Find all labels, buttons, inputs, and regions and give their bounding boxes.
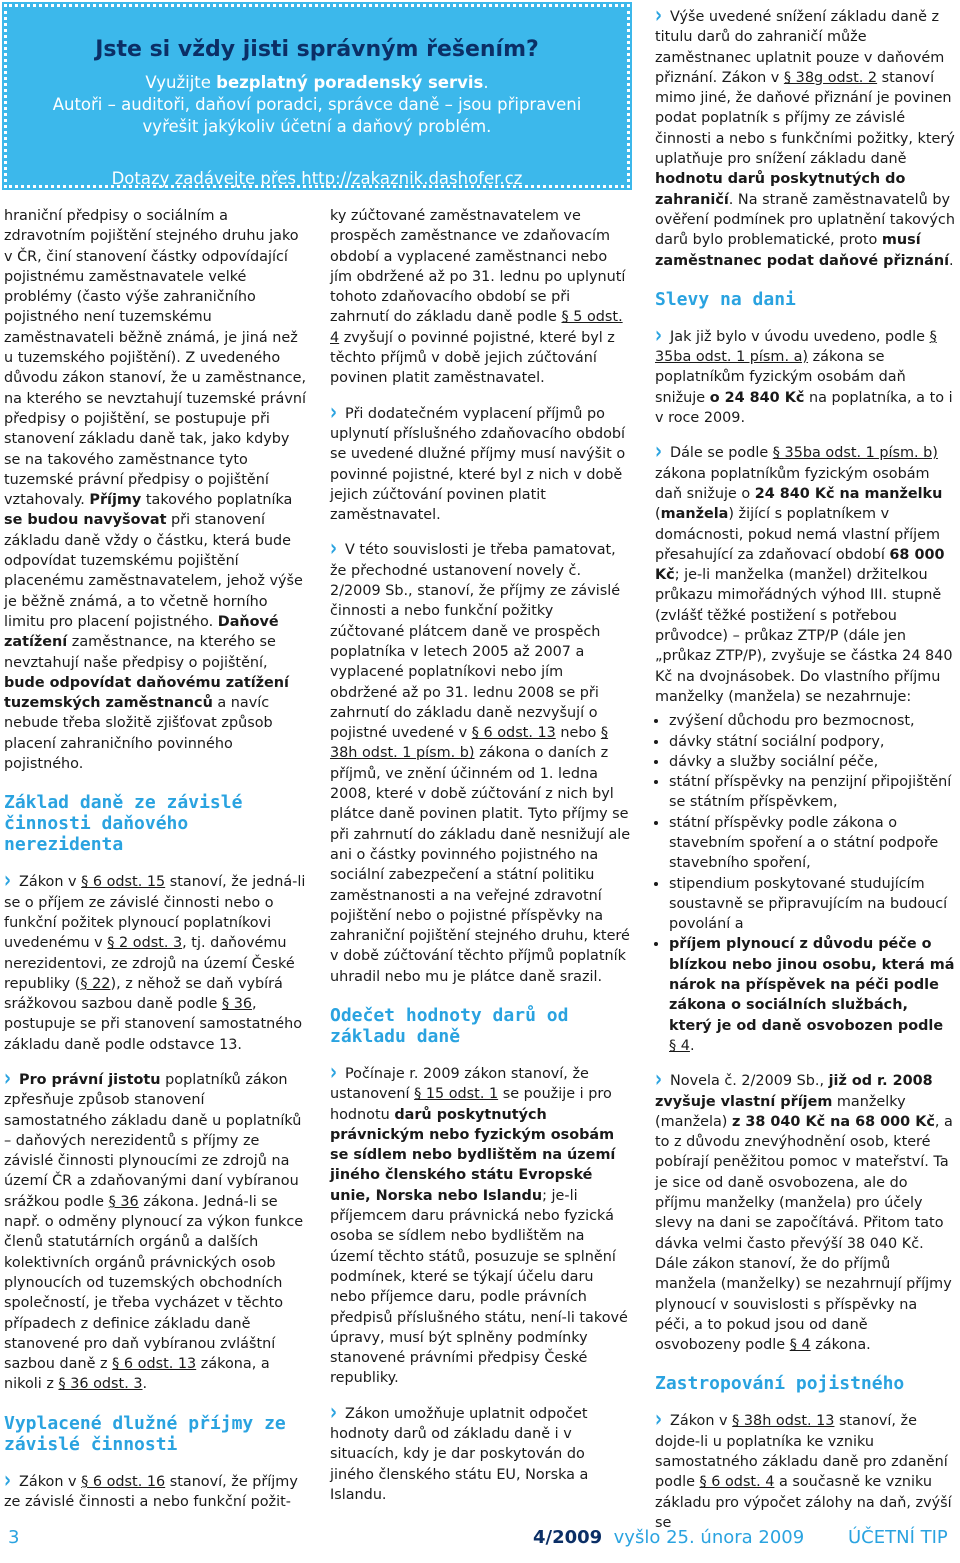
- law-link[interactable]: § 15 odst. 1: [414, 1086, 499, 1103]
- chevron-icon: ›: [655, 2, 663, 30]
- law-link[interactable]: § 6 odst. 16: [81, 1473, 166, 1490]
- paragraph: hraniční předpisy o sociálním a zdravotním pojištění stejného druhu jako v ČR, činí stanovení částky odpovídající pojistnému zaměstnavatele velké problémy (často výše zahraničního pojistného není tuzemskému zaměstnavateli běžně známá, je jiná než u tuzemského pojištění). Z uvedeného důvodu zákon stanoví, že u zaměstnance, na kterého se nevztahují tuzemské právní předpisy o pojištění, se postupuje při stanovení základu daně tak, jako kdyby se na takového zaměstnance tyto tuzemské právní předpisy o pojištění vztahovaly. Příjmy takového poplatníka se budou navyšovat při stanovení základu daně vždy o částku, která bude odpovídat tuzemskému pojištění placenému zaměstnavatelem, jehož výše je běžně známá, a to včetně horního limitu pro placení pojistného. Daňové zatížení zaměstnance, na kterého se nevztahují naše předpisy o pojištění, bude odpovídat daňovému zatížení tuzemských zaměstnanců a navíc nebude třeba složitě zjišťovat způsob placení zahraničního povinného pojistného.: [4, 208, 307, 773]
- law-link[interactable]: § 2 odst. 3: [107, 935, 183, 952]
- column-3: [655, 2, 955, 1547]
- chevron-icon: ›: [330, 535, 338, 563]
- law-link[interactable]: § 35ba odst. 1 písm. a): [655, 328, 937, 366]
- heading-tax-base: Základ daně ze závislé činnosti daňového nerezidenta: [4, 792, 243, 856]
- paragraph: › Zákon v § 6 odst. 16 stanoví, že příjmy ze závislé činnosti a nebo funkční požit-: [4, 1467, 298, 1511]
- law-link[interactable]: § 4: [789, 1337, 811, 1354]
- banner-line-2: Autoři – auditoři, daňoví poradci, správce daně – jsou připraveni: [52, 95, 582, 114]
- column-2: [330, 206, 632, 1519]
- paragraph: › Zákon umožňuje uplatnit odpočet hodnoty darů od základu daně i v situacích, kdy je dar poskytován do jiného členského státu EU, Norska a Islandu.: [330, 1399, 589, 1503]
- chevron-icon: ›: [330, 1059, 338, 1087]
- law-link[interactable]: § 36 odst. 3: [58, 1376, 143, 1393]
- column-1: [4, 206, 308, 1526]
- law-link[interactable]: § 36: [221, 996, 253, 1013]
- chevron-icon: ›: [4, 1467, 12, 1495]
- paragraph: › Dále se podle § 35ba odst. 1 písm. b) zákona poplatníkům fyzickým osobám daň snižuje o 24 840 Kč na manželku (manžela) žijící s poplatníkem v domácnosti, pokud nemá vlastní příjem přesahující za zdaňovací období 68 000 Kč; je-li manželka (manžel) držitelkou průkazu mimořádných výhod III. stupně (zvlášť těžké postižení s potřebou průvodce) – průkaz ZTP/P (dále jen „průkaz ZTP/P), zvyšuje se částka 24 840 Kč na dvojnásobek. Do vlastního příjmu manželky (manžela) se nezahrnuje:: [655, 438, 953, 705]
- banner-contact-link[interactable]: Dotazy zadávejte přes http://zakaznik.dashofer.cz: [111, 169, 523, 188]
- chevron-icon: ›: [330, 399, 338, 427]
- law-link[interactable]: § 38h odst. 1 písm. b): [330, 725, 609, 762]
- list-item: • dávky a služby sociální péče,: [669, 752, 955, 772]
- paragraph: › Zákon v § 6 odst. 15 stanoví, že jedná-li se o příjem ze závislé činnosti nebo o funkční požitek plynoucí poplatníkovi uvedenému v § 2 odst. 3, tj. daňovému nerezidentovi, ze zdrojů na území České republiky (§ 22), z něhož se daň vybírá srážkovou sazbou daně podle § 36, postupuje se při stanovení samostatného základu daně podle odstavce 13.: [4, 867, 306, 1053]
- law-link[interactable]: § 6 odst. 13: [471, 725, 556, 742]
- banner-line-3: vyřešit jakýkoliv účetní a daňový problém.: [142, 117, 492, 136]
- paragraph: › V této souvislosti je třeba pamatovat, že přechodné ustanovení novely č. 2/2009 Sb., stanoví, že příjmy ze závislé činnosti a nebo funkční požitky zúčtované plátcem daně ve prospěch poplatníka v letech 2005 až 2007 a vyplacené poplatníkovi nebo jím obdržené až po 31. lednu 2008 se při zahrnutí do základu daně nezvyšují o pojistné uvedené v § 6 odst. 13 nebo § 38h odst. 1 písm. b) zákona o daních z příjmů, ve znění účinném od 1. ledna 2008, které v době zúčtování z nich byl plátce daně povinen platit. Tyto příjmy se při zahrnutí do základu daně nesnižují ale ani o částky povinného pojistného na sociální zabezpečení a státní politiku zaměstnanosti a na veřejné zdravotní pojištění nebo o pojistné příspěvky na zahraniční pojištění stejného druhu, které v době zúčtování těchto příjmů poplatník uhradil nebo mu je plátce daně srazil.: [330, 535, 631, 985]
- law-link[interactable]: § 6 odst. 15: [81, 874, 166, 891]
- heading-tax-discounts: Slevy na dani: [655, 288, 796, 310]
- banner-title: Jste si vždy jisti správným řešením?: [95, 37, 539, 62]
- heading-paid-income: Vyplacené dlužné příjmy ze závislé činnosti: [4, 1412, 286, 1455]
- paragraph: › Výše uvedené snížení základu daně z titulu darů do zahraničí může zaměstnanec uplatnit pouze v daňovém přiznání. Zákon v § 38g odst. 2 stanoví mimo jiné, že daňové přiznání je povinen podat poplatník s příjmy ze závislé činnosti a nebo s funkčními požitky, který uplatňuje pro snížení základu daně hodnotu darů poskytnutých do zahraničí. Na straně zaměstnavatelů by ověření podmínek pro uplatnění takových darů bylo problematické, proto musí zaměstnanec podat daňové přiznání.: [655, 2, 955, 269]
- exclusions-list: [655, 711, 955, 1056]
- law-link[interactable]: § 35ba odst. 1 písm. b): [772, 445, 938, 462]
- chevron-icon: ›: [655, 1406, 663, 1434]
- paragraph: › Při dodatečném vyplacení příjmů po uplynutí příslušného zdaňovacího období se uvedené dlužné příjmy musí navýšit o povinné pojistné, které byl z nich v době jejich zúčtování povinen platit zaměstnavatel.: [330, 399, 626, 524]
- law-link[interactable]: § 38g odst. 2: [783, 69, 878, 86]
- law-link[interactable]: § 38h odst. 13: [732, 1413, 835, 1430]
- law-link[interactable]: § 36: [108, 1193, 139, 1210]
- list-item: • státní příspěvky na penzijní připojištění se státním příspěvkem,: [669, 772, 955, 813]
- law-link[interactable]: § 22: [80, 975, 111, 992]
- list-item: • dávky státní sociální podpory,: [669, 732, 955, 752]
- list-item: • zvýšení důchodu pro bezmocnost,: [669, 711, 955, 731]
- paragraph: › Pro právní jistotu poplatníků zákon zpřesňuje způsob stanovení samostatného základu daně u poplatníků – daňových nerezidentů s příjmy ze závislé činnosti plynoucími ze zdrojů na území ČR a zdaňovanými daní vybíranou srážkou podle § 36 zákona. Jedná-li se např. o odměny plynoucí za výkon funkce členů statutárních orgánů a dalších kolektivních orgánů právnických osob plynoucích od tuzemských obchodních společností, je třeba vycházet v těchto případech z definice základu daně stanovené pro daň vybíranou zvláštní sazbou daně z § 6 odst. 13 zákona, a nikoli z § 36 odst. 3.: [4, 1065, 304, 1393]
- footer-magazine: ÚČETNÍ TIP: [848, 1527, 948, 1548]
- list-item: • stipendium poskytované studujícím soustavně se připravujícím na budoucí povolání a: [669, 874, 955, 935]
- chevron-icon: ›: [330, 1399, 338, 1427]
- chevron-icon: ›: [4, 867, 12, 895]
- list-item: • státní příspěvky podle zákona o stavebním spoření a o státní podpoře stavebního spoření,: [669, 813, 955, 874]
- chevron-icon: ›: [4, 1065, 12, 1093]
- chevron-icon: ›: [655, 322, 663, 350]
- advisory-banner: [4, 4, 630, 188]
- paragraph: › Počínaje r. 2009 zákon stanoví, že ustanovení § 15 odst. 1 se použije i pro hodnotu darů poskytnutých právnickým nebo fyzickým osobám se sídlem nebo bydlištěm na území jiného členského státu Evropské unie, Norska nebo Islandu; je-li příjemcem daru právnická nebo fyzická osoba se sídlem nebo bydlištěm na území těchto států, posuzuje se splnění podmínek, které se týkají účelu daru nebo příjemce daru, podle právních předpisů příslušného státu, není-li takové úpravy, musí být splněny podmínky stanovené právními předpisy České republiky.: [330, 1059, 628, 1387]
- page-number: 3: [8, 1527, 20, 1548]
- law-link[interactable]: § 4: [669, 1037, 690, 1054]
- paragraph: ky zúčtované zaměstnavatelem ve prospěch zaměstnance ve zdaňovacím období a vyplacené zaměstnanci nebo jím obdržené až po 31. lednu po uplynutí tohoto zdaňovacího období se při zahrnutí do základu daně podle § 5 odst. 4 zvyšují o povinné pojistné, které byl z těchto příjmů v době jejich zúčtování povinen platit zaměstnavatel.: [330, 208, 626, 387]
- paragraph: › Jak již bylo v úvodu uvedeno, podle § 35ba odst. 1 písm. a) zákona se poplatníkům fyzickým osobám daň snižuje o 24 840 Kč na poplatníka, a to i v roce 2009.: [655, 322, 953, 427]
- chevron-icon: ›: [655, 438, 663, 466]
- list-item: • příjem plynoucí z důvodu péče o blízkou nebo jinou osobu, která má nárok na příspěvek na péči podle zákona o sociálních službách, který je od daně osvobozen podle § 4.: [669, 934, 955, 1056]
- banner-line-1: Využijte bezplatný poradenský servis.: [145, 73, 489, 92]
- paragraph: › Novela č. 2/2009 Sb., již od r. 2008 zvyšuje vlastní příjem manželky (manžela) z 38 040 Kč na 68 000 Kč, a to z důvodu znevýhodnění osob, které pobírají peněžitou pomoc v mateřství. Ta je sice od daně osvobozena, ale do příjmu manželky (manžela) pro účely slevy na dani se započítává. Přitom tato dávka velmi často převýší 38 040 Kč. Dále zákon stanoví, že do příjmů manžela (manželky) se nezahrnují příjmy plynoucí v souvislosti s příspěvky na péči, a to pokud jsou od daně osvobozeny podle § 4 zákona.: [655, 1066, 953, 1354]
- law-link[interactable]: § 6 odst. 4: [699, 1474, 775, 1491]
- law-link[interactable]: § 5 odst. 4: [330, 309, 623, 346]
- paragraph: › Zákon v § 38h odst. 13 stanoví, že dojde-li u poplatníka ke vzniku samostatného základu daně pro zdanění podle § 6 odst. 4 a současně ke vzniku základu pro výpočet zálohy na daň, zvýší se: [655, 1406, 952, 1531]
- heading-gift-deduction: Odečet hodnoty darů od základu daně: [330, 1004, 569, 1047]
- footer-issue: 4/2009 vyšlo 25. února 2009: [533, 1527, 805, 1548]
- chevron-icon: ›: [655, 1066, 663, 1094]
- law-link[interactable]: § 6 odst. 13: [112, 1356, 197, 1373]
- heading-insurance-cap: Zastropování pojistného: [655, 1373, 905, 1395]
